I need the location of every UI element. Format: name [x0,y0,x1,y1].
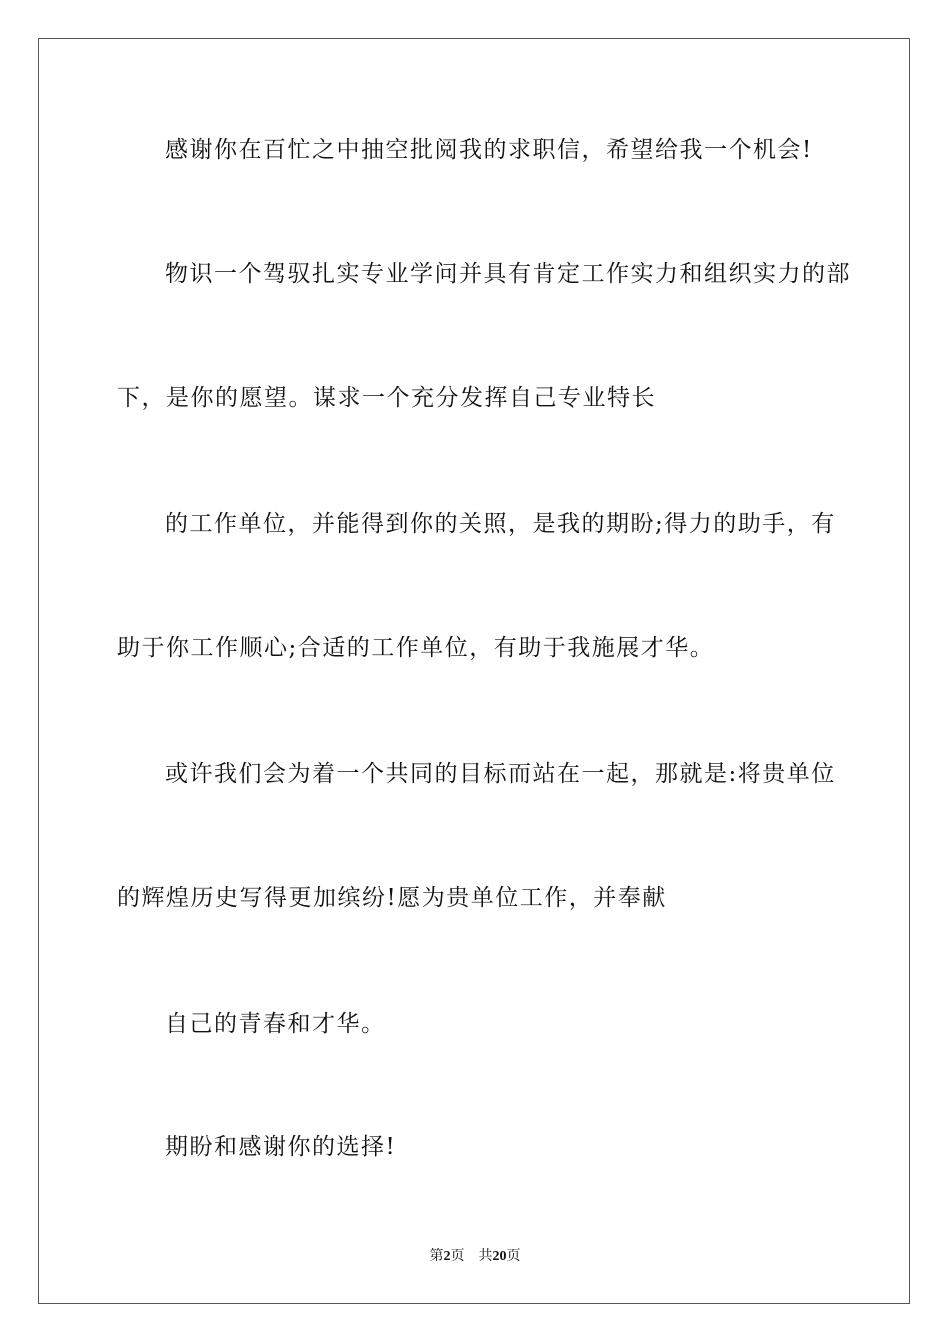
page-suffix: 页 [450,1249,465,1264]
page-prefix: 第 [429,1249,444,1264]
paragraph-line-8: 自己的青春和才华。 [165,1011,386,1037]
total-pages: 20 [492,1249,507,1264]
paragraph-line-3: 下，是你的愿望。谋求一个充分发挥自己专业特长 [117,385,656,411]
paragraph-line-6: 或许我们会为着一个共同的目标而站在一起，那就是:将贵单位 [165,761,836,787]
paragraph-line-2: 物识一个驾驭扎实专业学问并具有肯定工作实力和组织实力的部 [165,261,851,287]
paragraph-line-9: 期盼和感谢你的选择! [165,1134,397,1160]
paragraph-line-1: 感谢你在百忙之中抽空批阅我的求职信，希望给我一个机会! [165,137,813,163]
total-prefix: 共 [478,1249,493,1264]
page-number: 2 [443,1249,451,1264]
page-border [38,38,910,1304]
paragraph-line-7: 的辉煌历史写得更加缤纷!愿为贵单位工作，并奉献 [117,885,667,911]
total-suffix: 页 [506,1249,521,1264]
paragraph-line-5: 助于你工作顺心;合适的工作单位，有助于我施展才华。 [117,635,715,661]
page-footer [0,1248,950,1266]
paragraph-line-4: 的工作单位，并能得到你的关照，是我的期盼;得力的助手，有 [165,511,836,537]
